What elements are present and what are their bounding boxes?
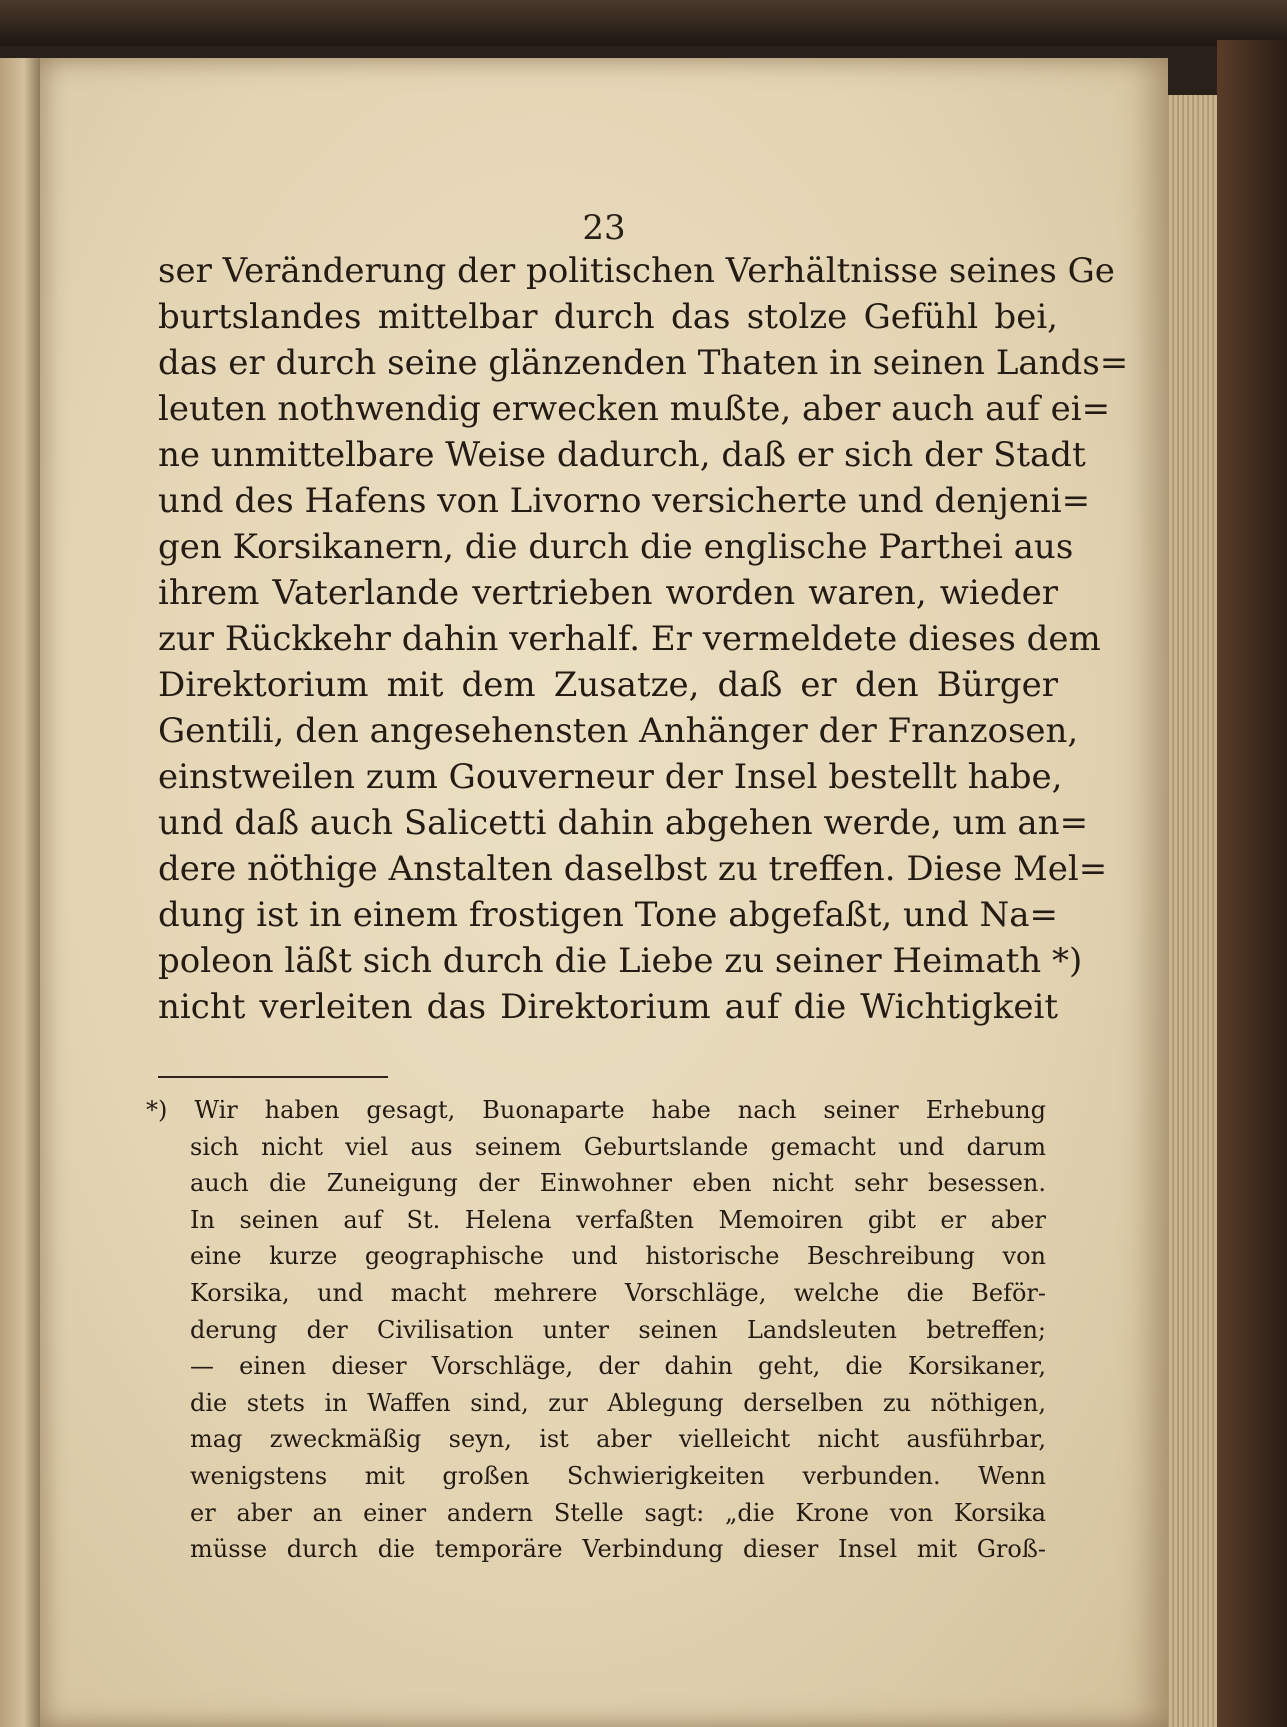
body-line: poleon läßt sich durch die Liebe zu seiner Heimath *) — [158, 941, 1083, 981]
footnote-line: auch die Zuneigung der Einwohner eben nicht sehr besessen. — [190, 1169, 1046, 1198]
body-line: gen Korsikanern, die durch die englische Parthei aus — [158, 527, 1074, 567]
body-line: ser Veränderung der politischen Verhältnisse seines Ge — [158, 251, 1115, 291]
body-line: das er durch seine glänzenden Thaten in seinen Lands= — [158, 343, 1129, 383]
body-line: ihrem Vaterlande vertrieben worden waren, wieder — [158, 573, 1058, 613]
footnote-rule — [158, 1076, 388, 1078]
footnote-line: eine kurze geographische und historische Beschreibung von — [190, 1242, 1046, 1271]
body-line: ne unmittelbare Weise dadurch, daß er sich der Stadt — [158, 435, 1086, 475]
binding-strip — [0, 0, 1287, 46]
footnote — [146, 1092, 1046, 1568]
body-line: leuten nothwendig erwecken mußte, aber auch auf ei= — [158, 389, 1111, 429]
body-line: burtslandes mittelbar durch das stolze Gefühl bei, — [158, 297, 1058, 337]
book-cover-edge — [1217, 40, 1287, 1727]
footnote-line: In seinen auf St. Helena verfaßten Memoiren gibt er aber — [190, 1205, 1046, 1234]
footnote-line: mag zweckmäßig seyn, ist aber vielleicht nicht ausführbar, — [190, 1425, 1046, 1454]
footnote-line: er aber an einer andern Stelle sagt: „die Krone von Korsika — [190, 1498, 1046, 1527]
left-page-edge — [0, 58, 40, 1727]
footnote-line: müsse durch die temporäre Verbindung dieser Insel mit Groß- — [190, 1535, 1046, 1564]
body-text — [158, 248, 1129, 1030]
page-number: 23 — [582, 208, 626, 248]
footnote-line: Korsika, und macht mehrere Vorschläge, welche die Beför- — [190, 1278, 1046, 1307]
footnote-line: derung der Civilisation unter seinen Landsleuten betreffen; — [190, 1315, 1046, 1344]
body-line: dung ist in einem frostigen Tone abgefaßt, und Na= — [158, 895, 1058, 935]
body-line: zur Rückkehr dahin verhalf. Er vermeldete dieses dem — [158, 619, 1101, 659]
footnote-line: *) Wir haben gesagt, Buonaparte habe nach seiner Erhebung — [146, 1096, 1046, 1124]
body-line: Direktorium mit dem Zusatze, daß er den Bürger — [158, 665, 1058, 705]
footnote-line: sich nicht viel aus seinem Geburtslande gemacht und darum — [190, 1132, 1046, 1161]
body-line: und des Hafens von Livorno versicherte und denjeni= — [158, 481, 1091, 521]
body-line: nicht verleiten das Direktorium auf die Wichtigkeit — [158, 987, 1058, 1027]
footnote-line: — einen dieser Vorschläge, der dahin geht, die Korsikaner, — [190, 1352, 1046, 1381]
book-page — [40, 58, 1168, 1727]
body-line: dere nöthige Anstalten daselbst zu treffen. Diese Mel= — [158, 849, 1108, 889]
footnote-line: wenigstens mit großen Schwierigkeiten verbunden. Wenn — [190, 1461, 1046, 1490]
body-line: Gentili, den angesehensten Anhänger der Franzosen, — [158, 711, 1079, 751]
body-line: und daß auch Salicetti dahin abgehen werde, um an= — [158, 803, 1089, 843]
body-line: einstweilen zum Gouverneur der Insel bestellt habe, — [158, 757, 1063, 797]
footnote-line: die stets in Waffen sind, zur Ablegung derselben zu nöthigen, — [190, 1388, 1046, 1417]
